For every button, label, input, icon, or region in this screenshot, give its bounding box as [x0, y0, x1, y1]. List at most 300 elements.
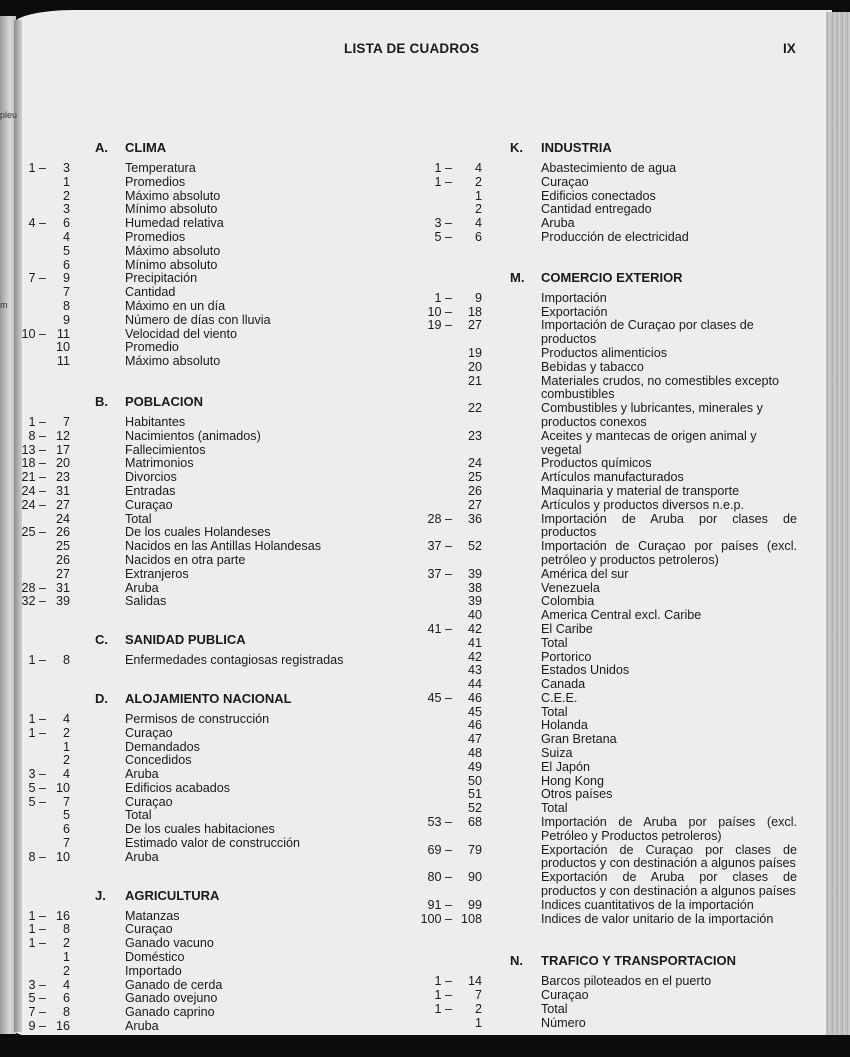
table-range-start: 37 –	[427, 539, 452, 554]
table-title: Curaçao	[125, 922, 173, 937]
table-title: Colombia	[541, 594, 595, 609]
table-title: Aruba	[541, 216, 575, 231]
table-title: Total	[541, 801, 568, 816]
table-title: De los cuales habitaciones	[125, 822, 275, 837]
table-title: Curaçao	[125, 497, 173, 512]
table-range-start: 21 –	[21, 470, 46, 485]
toc-entry	[0, 844, 800, 872]
table-title: El Caribe	[541, 621, 593, 636]
section-title: ALOJAMIENTO NACIONAL	[125, 690, 292, 706]
table-number: 2	[474, 1002, 482, 1017]
table-title: Artículos y productos diversos n.e.p.	[541, 497, 744, 512]
table-title: Barcos piloteados en el puerto	[541, 974, 712, 989]
table-number: 24	[467, 456, 482, 471]
table-title: Precipitación	[125, 271, 198, 286]
table-number: 12	[55, 428, 70, 443]
table-number: 47	[467, 732, 482, 747]
section-title: POBLACION	[125, 393, 203, 409]
toc-entry	[0, 471, 800, 485]
table-number: 2	[62, 963, 70, 978]
table-title: Suiza	[541, 746, 573, 761]
table-range-start: 28 –	[21, 580, 46, 595]
table-range-start: 3 –	[28, 977, 46, 992]
table-title: Bebidas y tabacco	[541, 359, 644, 374]
section-letter: N.	[510, 953, 523, 969]
table-range-start: 1 –	[28, 161, 46, 175]
table-title: Importación	[541, 290, 607, 305]
table-number: 16	[55, 1019, 70, 1034]
table-title: Mínimo absoluto	[125, 202, 218, 217]
page-number: IX	[783, 41, 796, 56]
bottom-shadow	[0, 1035, 850, 1057]
table-range-start: 1 –	[434, 174, 452, 189]
table-title: Enfermedades contagiosas registradas	[125, 653, 344, 668]
toc-entry	[0, 816, 800, 844]
table-number: 4	[474, 216, 482, 231]
toc-entry	[0, 775, 800, 789]
table-number: 25	[55, 539, 70, 554]
table-title: Salidas	[125, 594, 167, 609]
table-number: 21	[467, 373, 482, 388]
toc-entry	[0, 692, 800, 706]
table-number: 3	[62, 202, 70, 217]
table-number: 108	[460, 911, 482, 926]
table-number: 3	[62, 161, 70, 175]
table-title: Aceites y mantecas de origen animal y vegetal	[541, 428, 757, 457]
table-number: 50	[467, 773, 482, 788]
table-title: Combustibles y lubricantes, minerales y productos conexos	[541, 401, 763, 429]
toc-entry	[0, 402, 800, 430]
table-title: Matanzas	[125, 908, 180, 923]
table-number: 7	[62, 414, 70, 429]
table-range-start: 28 –	[427, 511, 452, 526]
section-letter: B.	[95, 393, 108, 409]
toc-entry	[0, 747, 800, 761]
table-range-start: 80 –	[427, 870, 452, 885]
table-title: Curaçao	[125, 794, 173, 809]
table-number: 7	[62, 836, 70, 851]
table-number: 9	[474, 290, 482, 305]
section-title: TRAFICO Y TRANSPORTACION	[541, 953, 737, 969]
table-range-start: 53 –	[427, 815, 452, 830]
table-number: 7	[62, 794, 70, 809]
table-range-start: 5 –	[28, 991, 46, 1006]
table-title: Ganado de cerda	[125, 977, 223, 992]
toc-entry	[0, 975, 800, 989]
table-number: 9	[62, 271, 70, 286]
table-number: 48	[467, 746, 482, 761]
table-number: 39	[467, 594, 482, 609]
table-number: 2	[474, 202, 482, 217]
table-title: Concedidos	[125, 753, 192, 768]
toc-entry	[0, 623, 800, 637]
table-number: 8	[62, 653, 70, 668]
table-number: 46	[467, 690, 482, 705]
table-title: Habitantes	[125, 414, 186, 429]
table-number: 39	[467, 566, 482, 581]
table-range-start: 3 –	[28, 767, 46, 782]
table-number: 26	[55, 552, 70, 567]
toc-entry	[0, 540, 800, 568]
table-number: 38	[467, 580, 482, 595]
table-title: Exportación de Curaçao por clases de productos y con destinación a algunos países	[541, 842, 797, 871]
table-number: 46	[467, 718, 482, 733]
table-number: 52	[467, 801, 482, 816]
table-number: 8	[62, 298, 70, 313]
table-range-start: 1 –	[28, 414, 46, 429]
table-range-start: 8 –	[28, 849, 46, 864]
table-number: 99	[467, 897, 482, 912]
table-range-start: 1 –	[434, 974, 452, 989]
toc-entry	[0, 430, 800, 458]
table-range-start: 91 –	[427, 897, 452, 912]
table-number: 23	[55, 470, 70, 485]
table-title: Estados Unidos	[541, 663, 630, 678]
table-title: Total	[125, 511, 152, 526]
toc-entry	[0, 664, 800, 678]
table-number: 7	[62, 285, 70, 300]
table-number: 20	[55, 456, 70, 471]
toc-entry	[0, 871, 800, 899]
table-number: 1	[474, 188, 482, 203]
table-title: Importado	[125, 963, 182, 978]
toc-entry	[0, 347, 800, 361]
toc-entry	[0, 733, 800, 747]
table-number: 7	[474, 988, 482, 1003]
table-title: Exportación de Aruba por clases de productos y con destinación a algunos países	[541, 870, 797, 899]
table-title: Máximo absoluto	[125, 188, 221, 203]
table-number: 18	[467, 304, 482, 319]
table-range-start: 24 –	[21, 497, 46, 512]
table-number: 11	[56, 326, 70, 341]
table-title: Mínimo absoluto	[125, 257, 218, 272]
table-number: 8	[62, 1005, 70, 1020]
table-number: 42	[467, 649, 482, 664]
table-title: Velocidad del viento	[125, 326, 238, 341]
table-range-start: 1 –	[434, 1002, 452, 1017]
section-letter: J.	[95, 887, 106, 903]
table-title: Materiales crudos, no comestibles excepto combustibles	[541, 373, 779, 402]
table-title: Importación de Curaçao por clases de productos	[541, 318, 754, 347]
table-number: 6	[62, 216, 70, 231]
table-title: Aruba	[125, 1019, 159, 1034]
table-range-start: 5 –	[434, 229, 452, 244]
table-number: 1	[62, 174, 70, 189]
table-number: 14	[467, 974, 482, 989]
toc-entry	[0, 1003, 800, 1017]
table-title: Edificios conectados	[541, 188, 656, 203]
table-title: Canada	[541, 677, 586, 692]
table-range-start: 4 –	[28, 216, 46, 231]
table-range-start: 1 –	[434, 988, 452, 1003]
table-range-start: 1 –	[28, 725, 46, 740]
table-title: Divorcios	[125, 470, 177, 485]
table-number: 27	[55, 566, 70, 581]
toc-entry	[0, 176, 800, 190]
toc-entry	[0, 162, 800, 176]
table-range-start: 19 –	[427, 318, 452, 333]
table-number: 41	[467, 635, 482, 650]
section-title: AGRICULTURA	[125, 887, 220, 903]
table-number: 27	[55, 497, 70, 512]
table-title: Promedios	[125, 229, 186, 244]
table-title: Total	[541, 635, 568, 650]
table-title: Promedio	[125, 340, 179, 355]
section-heading	[0, 271, 800, 289]
table-number: 79	[467, 842, 482, 857]
table-range-start: 1 –	[28, 936, 46, 951]
section-heading	[0, 954, 800, 972]
table-number: 90	[467, 870, 482, 885]
table-range-start: 7 –	[28, 271, 46, 286]
table-number: 10	[55, 780, 70, 795]
toc-entry	[0, 375, 800, 403]
table-number: 27	[467, 318, 482, 333]
table-title: Ganado vacuno	[125, 936, 214, 951]
table-title: Curaçao	[541, 174, 589, 189]
toc-entry	[0, 499, 800, 513]
table-number: 17	[55, 442, 70, 457]
margin-fragment: pleu	[0, 110, 18, 120]
table-title: Edificios acabados	[125, 780, 231, 795]
toc-entry	[0, 292, 800, 306]
toc-entry	[0, 637, 800, 651]
table-number: 26	[467, 483, 482, 498]
table-title: De los cuales Holandeses	[125, 525, 271, 540]
table-title: Curaçao	[541, 988, 589, 1003]
table-title: Exportación	[541, 304, 608, 319]
table-title: Venezuela	[541, 580, 600, 595]
table-range-start: 10 –	[21, 326, 46, 341]
table-range-start: 24 –	[21, 483, 46, 498]
table-number: 45	[467, 704, 482, 719]
table-range-start: 8 –	[28, 428, 46, 443]
table-range-start: 1 –	[434, 161, 452, 175]
table-number: 9	[62, 312, 70, 327]
table-number: 51	[467, 787, 482, 802]
table-title: Ganado ovejuno	[125, 991, 218, 1006]
toc-entry	[0, 361, 800, 375]
table-range-start: 1 –	[28, 711, 46, 726]
table-title: Productos alimenticios	[541, 345, 667, 360]
table-number: 42	[467, 621, 482, 636]
table-number: 6	[62, 257, 70, 272]
table-number: 4	[474, 161, 482, 175]
table-number: 4	[62, 977, 70, 992]
table-title: Cantidad entregado	[541, 202, 652, 217]
table-number: 2	[62, 188, 70, 203]
table-title: Importación de Curaçao por países (excl. petróleo y productos petroleros)	[541, 539, 797, 567]
table-title: Otros países	[541, 787, 613, 802]
table-range-start: 25 –	[21, 525, 46, 540]
table-title: Indices de valor unitario de la importación	[541, 911, 774, 926]
table-title: Importación de Aruba por clases de productos	[541, 511, 797, 540]
table-title: América del sur	[541, 566, 629, 581]
table-number: 10	[55, 849, 70, 864]
toc-entry	[0, 719, 800, 733]
table-number: 1	[62, 739, 70, 754]
toc-entry	[0, 306, 800, 320]
table-title: Indices cuantitativos de la importación	[541, 897, 754, 912]
toc-entry	[0, 231, 800, 245]
table-title: Humedad relativa	[125, 216, 224, 231]
table-number: 1	[62, 950, 70, 965]
table-number: 11	[56, 354, 70, 369]
table-number: 20	[467, 359, 482, 374]
table-title: Ganado caprino	[125, 1005, 215, 1020]
table-range-start: 5 –	[28, 794, 46, 809]
table-number: 8	[62, 922, 70, 937]
toc-entry	[0, 989, 800, 1003]
table-title: Importación de Aruba por países (excl. Petróleo y Productos petroleros)	[541, 815, 797, 843]
table-range-start: 32 –	[21, 594, 46, 609]
table-title: Extranjeros	[125, 566, 189, 581]
table-title: Nacimientos (animados)	[125, 428, 261, 443]
table-number: 19	[467, 345, 482, 360]
toc-entry	[0, 899, 800, 913]
table-range-start: 37 –	[427, 566, 452, 581]
table-number: 16	[55, 908, 70, 923]
table-range-start: 10 –	[427, 304, 452, 319]
table-title: Aruba	[125, 767, 159, 782]
table-title: Abastecimiento de agua	[541, 161, 677, 175]
table-title: Demandados	[125, 739, 200, 754]
table-range-start: 1 –	[28, 653, 46, 668]
table-title: Permisos de construcción	[125, 711, 270, 726]
table-range-start: 100 –	[420, 911, 452, 926]
toc-entry	[0, 651, 800, 665]
table-title: Curaçao	[125, 725, 173, 740]
section-letter: C.	[95, 632, 108, 648]
table-number: 43	[467, 663, 482, 678]
table-number: 25	[467, 470, 482, 485]
table-title: Gran Bretana	[541, 732, 617, 747]
section-title: CLIMA	[125, 140, 167, 155]
toc-entry	[0, 568, 800, 582]
table-title: Máximo en un día	[125, 298, 226, 313]
table-title: Promedios	[125, 174, 186, 189]
table-title: Portorico	[541, 649, 592, 664]
table-title: Aruba	[125, 849, 159, 864]
table-title: El Japón	[541, 759, 591, 774]
table-number: 49	[467, 759, 482, 774]
table-title: Número	[541, 1015, 586, 1030]
table-title: Total	[541, 704, 568, 719]
section-letter: D.	[95, 690, 108, 706]
table-number: 5	[62, 243, 70, 258]
table-number: 31	[55, 580, 70, 595]
table-range-start: 18 –	[21, 456, 46, 471]
table-title: Cantidad	[125, 285, 176, 300]
table-number: 36	[467, 511, 482, 526]
toc-entry	[0, 678, 800, 692]
toc-entry	[0, 706, 800, 720]
margin-fragment: m	[0, 300, 8, 310]
toc-entry	[0, 190, 800, 204]
table-range-start: 69 –	[427, 842, 452, 857]
table-range-start: 3 –	[434, 216, 452, 231]
table-number: 31	[55, 483, 70, 498]
table-number: 1	[474, 1015, 482, 1030]
table-range-start: 13 –	[21, 442, 46, 457]
table-number: 10	[55, 340, 70, 355]
table-range-start: 41 –	[427, 621, 452, 636]
table-title: Artículos manufacturados	[541, 470, 684, 485]
table-title: Entradas	[125, 483, 176, 498]
table-number: 4	[62, 767, 70, 782]
table-title: Aruba	[125, 580, 159, 595]
table-title: Número de días con lluvia	[125, 312, 271, 327]
table-number: 6	[62, 822, 70, 837]
table-title: Temperatura	[125, 161, 196, 175]
toc-entry	[0, 203, 800, 217]
table-title: Fallecimientos	[125, 442, 206, 457]
table-title: Holanda	[541, 718, 588, 733]
section-letter: K.	[510, 140, 523, 155]
table-number: 40	[467, 608, 482, 623]
table-number: 4	[62, 229, 70, 244]
table-number: 39	[55, 594, 70, 609]
toc-column-right	[0, 141, 800, 1031]
toc-entry	[0, 1017, 800, 1031]
toc-entry	[0, 217, 800, 231]
table-number: 26	[55, 525, 70, 540]
table-title: Maquinaria y material de transporte	[541, 483, 740, 498]
table-range-start: 1 –	[28, 908, 46, 923]
table-number: 68	[467, 815, 482, 830]
table-title: C.E.E.	[541, 690, 578, 705]
section-gap	[0, 926, 800, 954]
toc-entry	[0, 802, 800, 816]
table-title: Estimado valor de construcción	[125, 836, 300, 851]
table-number: 4	[62, 711, 70, 726]
page-stack-edge	[826, 12, 850, 1040]
table-title: America Central excl. Caribe	[541, 608, 702, 623]
table-title: Máximo absoluto	[125, 243, 221, 258]
table-number: 2	[62, 936, 70, 951]
toc-entry	[0, 761, 800, 775]
section-title: INDUSTRIA	[541, 140, 612, 155]
toc-entry	[0, 513, 800, 541]
toc-entry	[0, 457, 800, 471]
table-number: 2	[474, 174, 482, 189]
section-heading	[0, 141, 800, 159]
table-number: 6	[62, 991, 70, 1006]
table-number: 44	[467, 677, 482, 692]
toc-entry	[0, 609, 800, 623]
table-title: Total	[541, 1002, 568, 1017]
section-gap	[0, 245, 800, 271]
toc-entry	[0, 595, 800, 609]
table-title: Máximo absoluto	[125, 354, 221, 369]
table-number: 24	[55, 511, 70, 526]
table-number: 23	[467, 428, 482, 443]
table-range-start: 1 –	[28, 922, 46, 937]
table-number: 22	[467, 401, 482, 416]
table-title: Doméstico	[125, 950, 185, 965]
table-number: 5	[62, 808, 70, 823]
table-range-start: 5 –	[28, 780, 46, 795]
section-letter: M.	[510, 269, 525, 285]
table-title: Productos químicos	[541, 456, 652, 471]
table-number: 2	[62, 725, 70, 740]
toc-entry	[0, 788, 800, 802]
table-range-start: 7 –	[28, 1005, 46, 1020]
table-number: 6	[474, 229, 482, 244]
table-title: Total	[125, 808, 152, 823]
toc-entry	[0, 485, 800, 499]
table-range-start: 9 –	[28, 1019, 46, 1034]
